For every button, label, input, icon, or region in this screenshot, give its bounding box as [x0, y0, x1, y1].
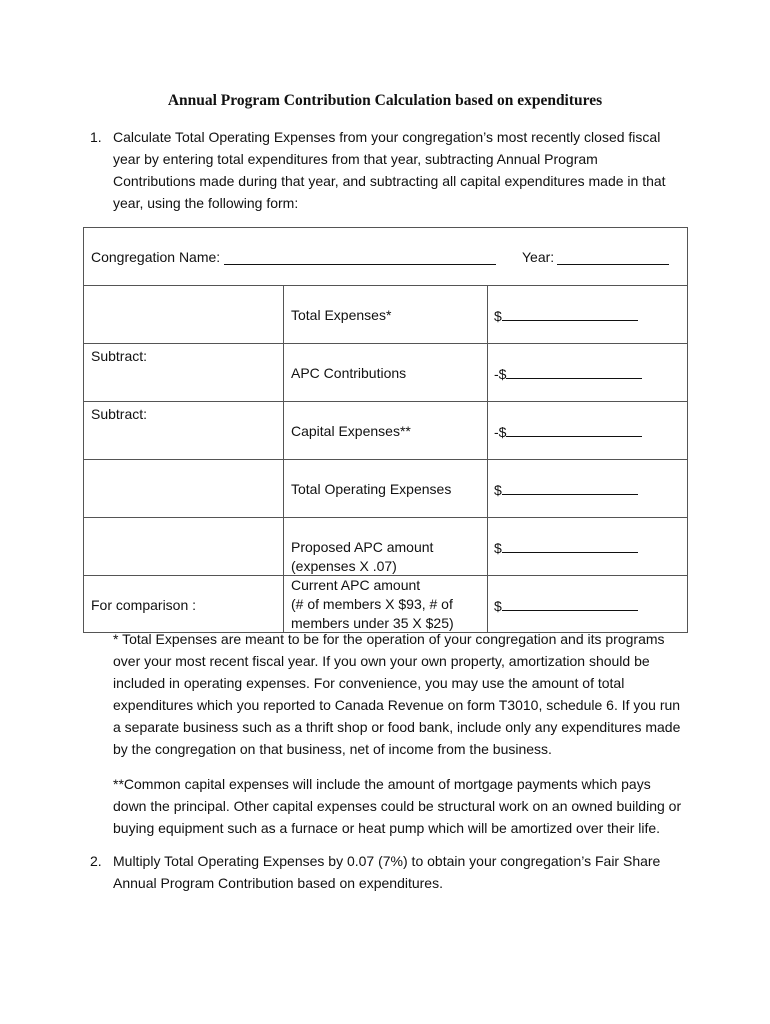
year-field[interactable]	[557, 264, 669, 265]
footnote-capital-expenses: **Common capital expenses will include the amount of mortgage payments which pays down the principal. Other capital expenses could be structural work on an owned building or buying equipment such as a furnace or heat pump which will be amortized over their life.	[113, 776, 682, 836]
congregation-name-label: Congregation Name:	[91, 249, 221, 265]
form-row-capital-expenses	[84, 402, 688, 460]
row-label-apc-contributions: APC Contributions	[291, 365, 407, 381]
current-apc-field[interactable]	[502, 596, 638, 611]
row-side-label: Subtract:	[91, 348, 148, 364]
currency-prefix: $	[494, 540, 502, 556]
form-row-total-expenses	[84, 286, 688, 344]
currency-prefix: $	[494, 482, 502, 498]
expense-form-table	[83, 227, 688, 633]
capital-expenses-field[interactable]	[506, 422, 642, 437]
proposed-apc-field[interactable]	[502, 538, 638, 553]
congregation-name-field[interactable]	[224, 264, 496, 265]
row-side-label: Subtract:	[91, 406, 148, 422]
step-number: 2.	[90, 853, 102, 869]
document-title: Annual Program Contribution Calculation based on expenditures	[167, 92, 603, 109]
step-text: Calculate Total Operating Expenses from your congregation’s most recently closed fiscal year by entering total expenditures from that year, subtracting Annual Program Contributions made during that year, and subtracting all capital expenditures made in that year, using the following form:	[113, 129, 666, 211]
currency-prefix: -$	[494, 424, 507, 440]
currency-prefix: -$	[494, 366, 507, 382]
apc-contributions-field[interactable]	[506, 364, 642, 379]
form-row-proposed-apc	[84, 518, 688, 576]
form-row-current-apc	[84, 576, 688, 633]
row-label-total-operating-expenses: Total Operating Expenses	[291, 481, 452, 497]
step-text: Multiply Total Operating Expenses by 0.07 (7%) to obtain your congregation’s Fair Share Annual Program Contribution based on expenditures.	[113, 853, 661, 891]
form-row-total-operating	[84, 460, 688, 518]
step-number: 1.	[90, 129, 102, 145]
currency-prefix: $	[494, 598, 502, 614]
total-expenses-field[interactable]	[502, 306, 638, 321]
row-label-total-expenses: Total Expenses*	[291, 307, 392, 323]
form-header-row	[84, 228, 688, 286]
row-label-capital-expenses: Capital Expenses**	[291, 423, 411, 439]
footnote-total-expenses: * Total Expenses are meant to be for the operation of your congregation and its programs over your most recent fiscal year. If you own your own property, amortization should be included in operating expenses. For convenience, you may use the amount of total expenditures which you reported to Canada Revenue on form T3010, schedule 6. If you run a separate business such as a thrift shop or food bank, include only any expenditures made by the congregation on that business, net of income from the business.	[113, 631, 681, 757]
currency-prefix: $	[494, 308, 502, 324]
total-operating-expenses-field[interactable]	[502, 480, 638, 495]
row-label-proposed-apc: Proposed APC amount (expenses X .07)	[291, 539, 434, 574]
year-label: Year:	[522, 249, 555, 265]
form-row-apc-contributions	[84, 344, 688, 402]
row-label-current-apc: Current APC amount (# of members X $93, # of members under 35 X $25)	[291, 577, 454, 631]
row-side-label-comparison: For comparison :	[91, 597, 197, 613]
